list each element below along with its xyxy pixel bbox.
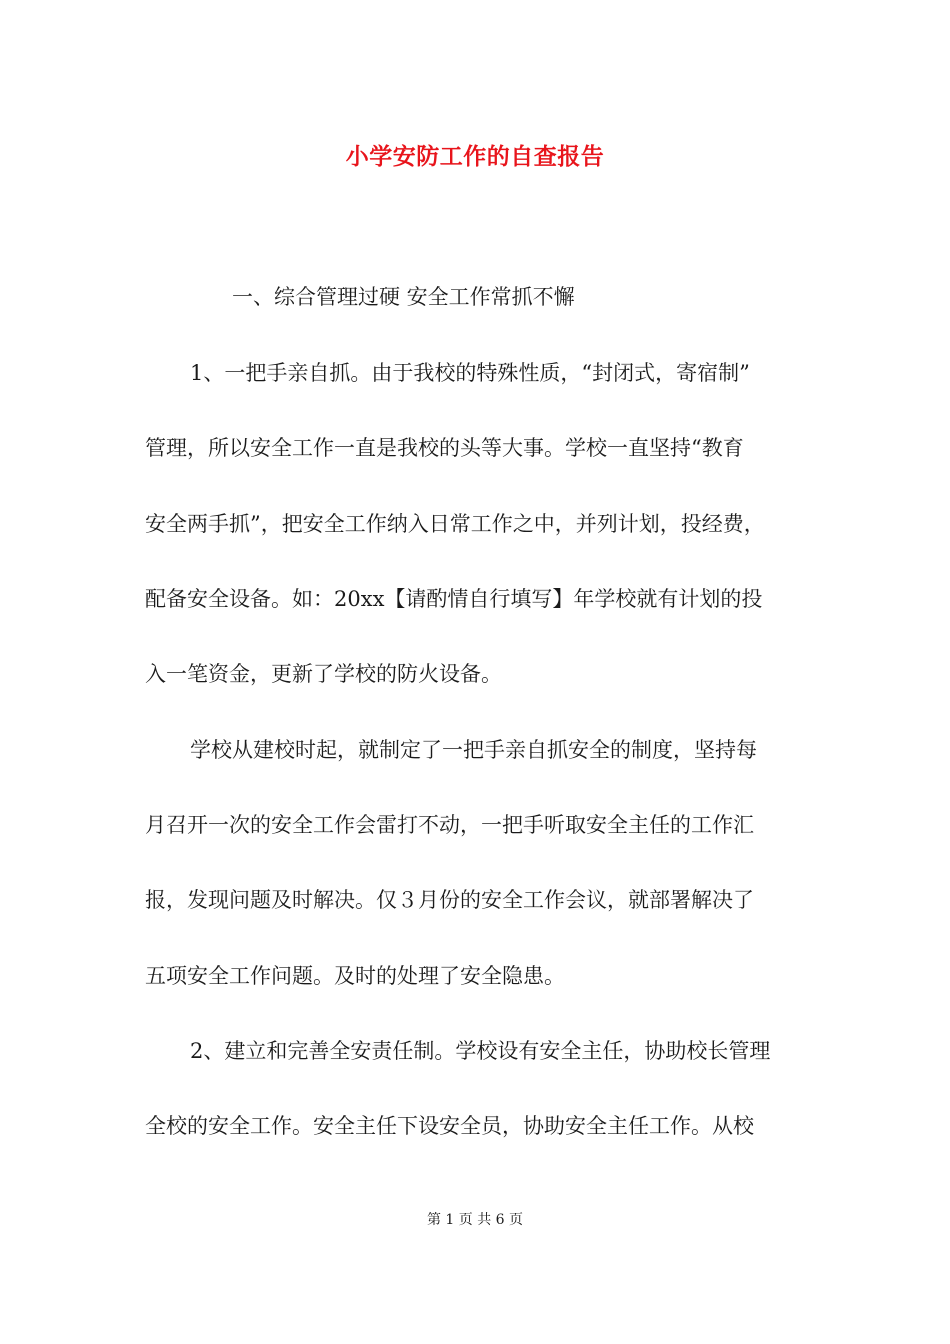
paragraph-line: 全校的安全工作。安全主任下设安全员，协助安全主任工作。从校 (145, 1114, 754, 1138)
paragraph-line: 报，发现问题及时解决。仅３月份的安全工作会议，就部署解决了 (145, 888, 754, 912)
paragraph-line: 安全两手抓”，把安全工作纳入日常工作之中，并列计划，投经费， (145, 512, 765, 536)
document-title: 小学安防工作的自查报告 (345, 143, 605, 170)
page-number-footer (0, 1209, 950, 1229)
paragraph-line: 入一笔资金，更新了学校的防火设备。 (145, 662, 502, 686)
section-heading: 一、综合管理过硬 安全工作常抓不懈 (232, 285, 575, 309)
paragraph-line: 1、一把手亲自抓。由于我校的特殊性质，“封闭式，寄宿制” (190, 361, 750, 385)
paragraph-line: 五项安全工作问题。及时的处理了安全隐患。 (145, 964, 565, 988)
paragraph-line: 月召开一次的安全工作会雷打不动，一把手听取安全主任的工作汇 (145, 813, 754, 837)
paragraph-line: 管理，所以安全工作一直是我校的头等大事。学校一直坚持“教育 (145, 436, 744, 460)
page-number-label: 第 1 页 共 6 页 (426, 1212, 524, 1228)
paragraph-line: 2、建立和完善全安责任制。学校设有安全主任，协助校长管理 (190, 1039, 771, 1063)
paragraph-line: 配备安全设备。如：20xx【请酌情自行填写】年学校就有计划的投 (145, 587, 763, 611)
paragraph-line: 学校从建校时起，就制定了一把手亲自抓安全的制度，坚持每 (190, 738, 757, 762)
